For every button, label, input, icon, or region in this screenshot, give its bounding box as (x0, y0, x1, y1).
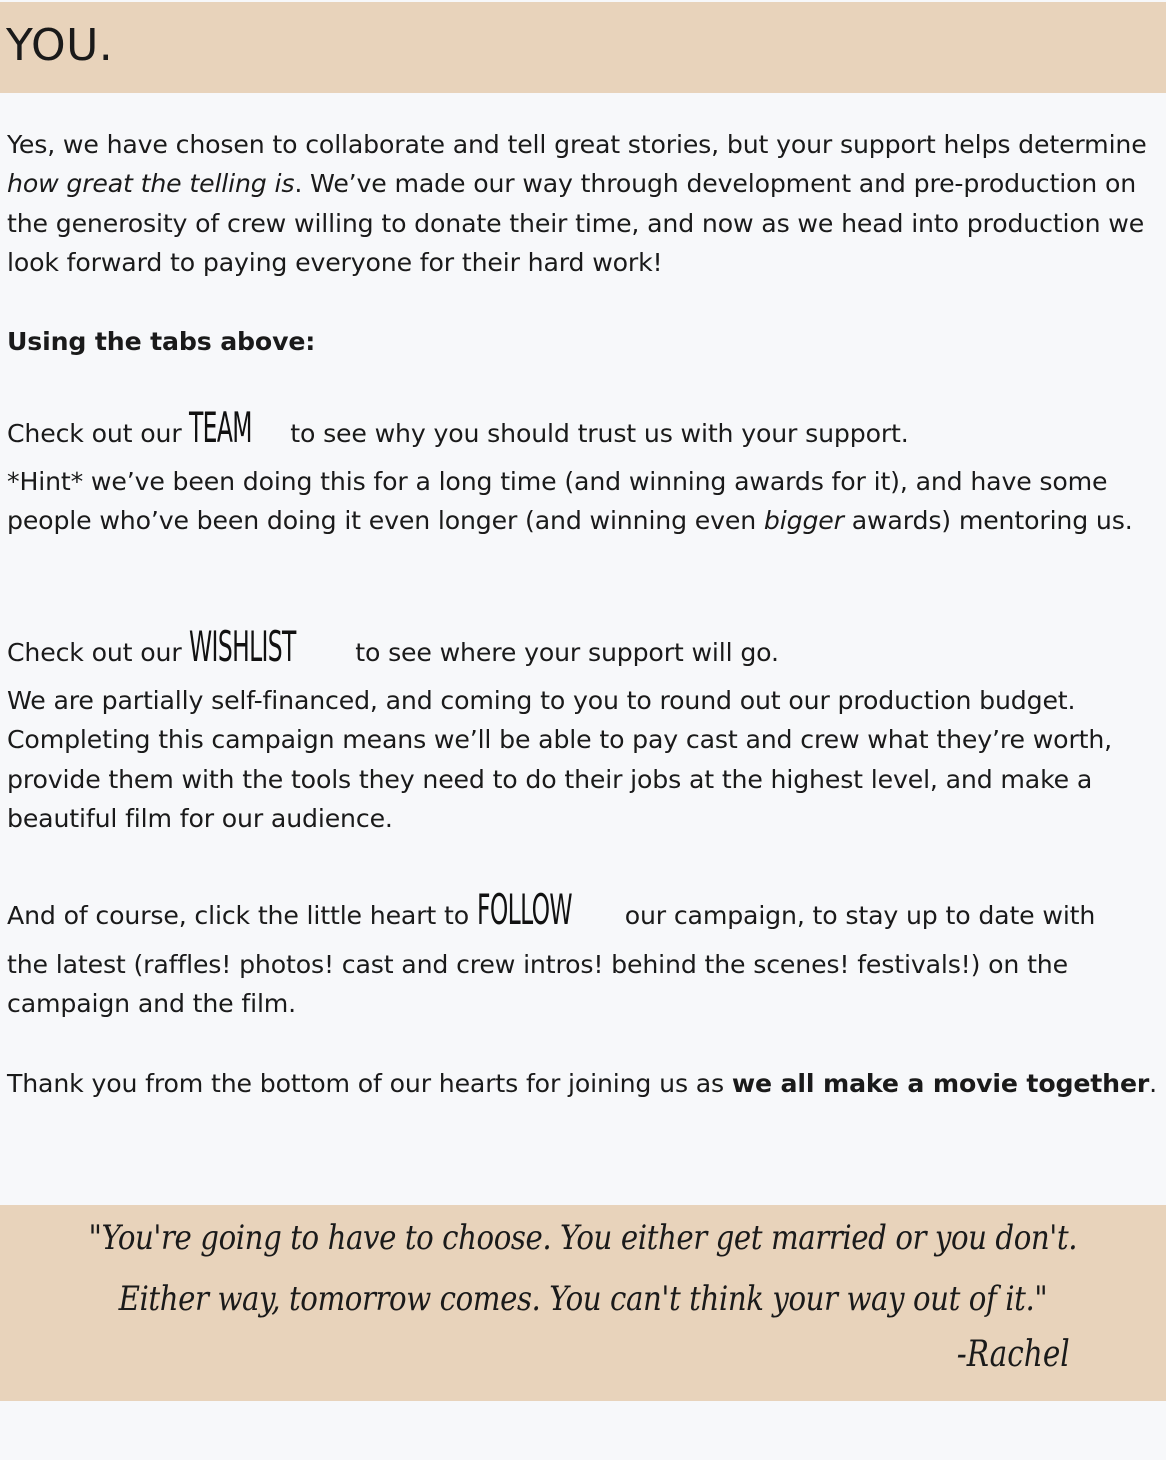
intro-paragraph (7, 125, 1162, 282)
quote-line-2-text: Either way, tomorrow comes. You can't think your way out of it." (118, 1279, 1048, 1319)
team-hint-text-1: *Hint* we’ve been doing this for a long time (and winning awards for it), and have some people who’ve been doing it even longer (and winning even (7, 467, 1108, 536)
follow-callout-before: And of course, click the little heart to (7, 901, 477, 930)
wishlist-tab-word: WISHLIST (189, 622, 297, 671)
wishlist-callout-before: Check out our (7, 638, 190, 667)
team-hint-emphasis: bigger (763, 506, 844, 536)
team-hint-text-2: awards) mentoring us. (843, 506, 1133, 536)
intro-text-1: Yes, we have chosen to collaborate and tell great stories, but your support helps determine (7, 130, 1147, 159)
thanks-text-before: Thank you from the bottom of our hearts for joining us as (7, 1069, 732, 1098)
quote-attribution (932, 1333, 1070, 1377)
wishlist-body-paragraph: We are partially self-financed, and coming to you to round out our production budget. Completing this campaign means we’ll be able to pay cast and crew what they’re worth, provide them with the tools they need to do their jobs at the highest level, and make a beautiful film for our audience. (7, 686, 1113, 833)
quote-line-1-text: "You're going to have to choose. You either get married or you don't. (88, 1218, 1078, 1258)
team-callout-after: to see why you should trust us with your support. (282, 419, 909, 448)
thanks-paragraph (7, 1064, 1162, 1103)
intro-emphasis: how great the telling is (7, 169, 295, 199)
team-tab-word: TEAM (189, 403, 253, 452)
tabs-heading (7, 322, 1162, 361)
team-callout-before: Check out our (7, 419, 190, 448)
quote-line-1 (0, 1213, 1166, 1263)
intro-text-2: . We’ve made our way through development and pre-production on the generosity of crew willing to donate their time, and now as we head into production we look forward to paying everyone for their hard work! (7, 169, 1145, 277)
thanks-text-after: . (1149, 1069, 1158, 1098)
tabs-heading-text: Using the tabs above: (7, 327, 316, 356)
follow-tab-word: FOLLOW (476, 885, 572, 934)
quote-line-2 (0, 1274, 1166, 1324)
follow-callout-after: our campaign, to stay up to date with (616, 901, 1096, 930)
wishlist-callout-after: to see where your support will go. (347, 638, 779, 667)
wishlist-callout (7, 619, 1162, 681)
thanks-bold: we all make a movie together (731, 1069, 1150, 1098)
quote-attribution-text: -Rachel (957, 1334, 1070, 1375)
team-hint-paragraph (7, 462, 1162, 541)
section-title: YOU. (6, 20, 114, 71)
team-callout (7, 400, 1162, 462)
follow-body-paragraph: the latest (raffles! photos! cast and crew intros! behind the scenes! festivals!) on the campaign and the film. (7, 950, 1068, 1019)
section-header-band (0, 2, 1166, 93)
follow-callout (7, 880, 1162, 946)
